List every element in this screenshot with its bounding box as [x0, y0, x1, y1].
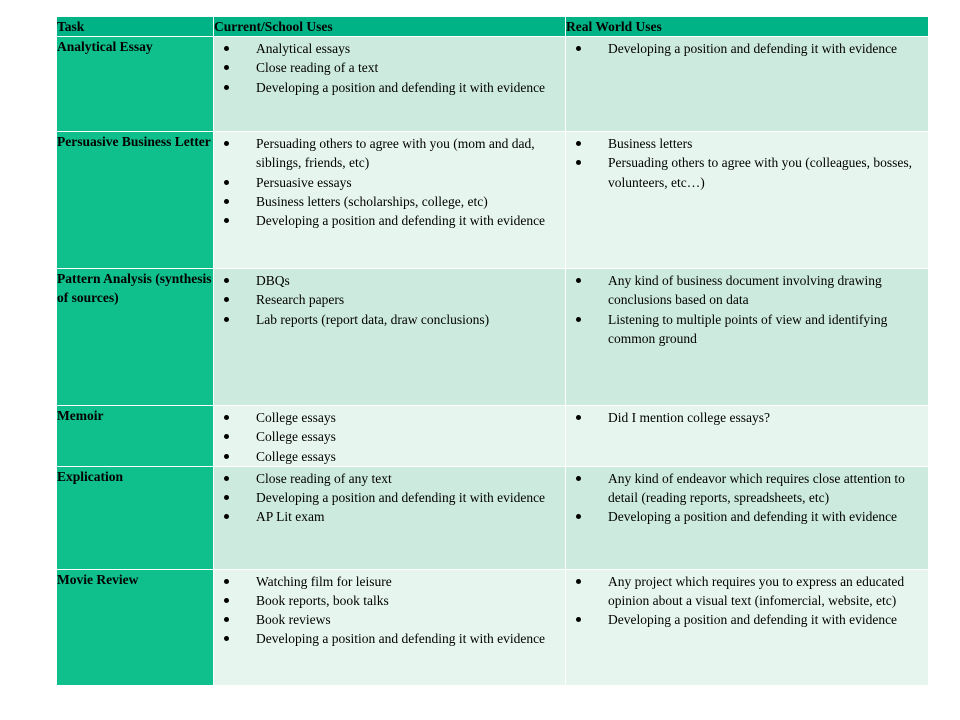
list-item: Business letters (scholarships, college, etc): [220, 192, 559, 211]
bullet-icon: [576, 141, 581, 146]
task-cell: Analytical Essay: [57, 37, 214, 132]
bullet-icon: [224, 495, 229, 500]
bullet-icon: [576, 617, 581, 622]
real-world-uses-cell: [566, 406, 929, 467]
list-item: Book reports, book talks: [220, 591, 559, 610]
bullet-icon: [576, 46, 581, 51]
list-item: Persuasive essays: [220, 173, 559, 192]
table-row: [57, 37, 929, 132]
real-world-uses-cell: [566, 466, 929, 569]
bullet-icon: [224, 278, 229, 283]
real-world-uses-cell: [566, 37, 929, 132]
list-item: College essays: [220, 427, 559, 446]
list-item: Developing a position and defending it with evidence: [220, 78, 559, 97]
list-item: Developing a position and defending it with evidence: [220, 629, 559, 648]
bullet-icon: [224, 514, 229, 519]
bullet-icon: [224, 65, 229, 70]
list-item: Any kind of business document involving drawing conclusions based on data: [572, 271, 922, 309]
bullet-icon: [224, 141, 229, 146]
list-item: Developing a position and defending it with evidence: [572, 610, 922, 629]
bullet-icon: [224, 476, 229, 481]
bullet-icon: [576, 514, 581, 519]
table-row: [57, 269, 929, 406]
list-item: Listening to multiple points of view and identifying common ground: [572, 310, 922, 348]
list-item: Any kind of endeavor which requires close attention to detail (reading reports, spreadsheets, etc): [572, 469, 922, 507]
bullet-icon: [224, 85, 229, 90]
list-item: Persuading others to agree with you (colleagues, bosses, volunteers, etc…): [572, 153, 922, 191]
bullet-icon: [576, 160, 581, 165]
list-item: Research papers: [220, 290, 559, 309]
bullet-icon: [224, 636, 229, 641]
current-uses-cell: [214, 466, 566, 569]
task-cell: Persuasive Business Letter: [57, 132, 214, 269]
list-item: College essays: [220, 447, 559, 466]
current-uses-cell: [214, 269, 566, 406]
header-current-uses: Current/School Uses: [214, 17, 566, 37]
bullet-icon: [224, 218, 229, 223]
table-row: [57, 466, 929, 569]
real-world-uses-cell: [566, 269, 929, 406]
bullet-icon: [224, 454, 229, 459]
table-row: [57, 569, 929, 685]
list-item: College essays: [220, 408, 559, 427]
list-item: Close reading of a text: [220, 58, 559, 77]
bullet-icon: [224, 180, 229, 185]
list-item: Analytical essays: [220, 39, 559, 58]
current-uses-cell: [214, 132, 566, 269]
bullet-icon: [576, 317, 581, 322]
bullet-icon: [224, 46, 229, 51]
list-item: Watching film for leisure: [220, 572, 559, 591]
list-item: Persuading others to agree with you (mom and dad, siblings, friends, etc): [220, 134, 559, 172]
current-uses-cell: [214, 37, 566, 132]
bullet-icon: [224, 199, 229, 204]
list-item: Did I mention college essays?: [572, 408, 922, 427]
bullet-icon: [224, 434, 229, 439]
header-real-world-uses: Real World Uses: [566, 17, 929, 37]
bullet-icon: [224, 579, 229, 584]
list-item: Developing a position and defending it with evidence: [572, 39, 922, 58]
real-world-uses-cell: [566, 569, 929, 685]
list-item: Developing a position and defending it with evidence: [220, 211, 559, 230]
current-uses-cell: [214, 406, 566, 467]
bullet-icon: [576, 579, 581, 584]
list-item: Developing a position and defending it with evidence: [572, 507, 922, 526]
task-cell: Pattern Analysis (synthesis of sources): [57, 269, 214, 406]
current-uses-cell: [214, 569, 566, 685]
bullet-icon: [224, 317, 229, 322]
bullet-icon: [576, 415, 581, 420]
task-cell: Explication: [57, 466, 214, 569]
list-item: Close reading of any text: [220, 469, 559, 488]
bullet-icon: [224, 598, 229, 603]
list-item: Any project which requires you to express an educated opinion about a visual text (infomercial, website, etc): [572, 572, 922, 610]
task-cell: Memoir: [57, 406, 214, 467]
bullet-icon: [224, 617, 229, 622]
list-item: Developing a position and defending it with evidence: [220, 488, 559, 507]
task-cell: Movie Review: [57, 569, 214, 685]
header-task: Task: [57, 17, 214, 37]
list-item: AP Lit exam: [220, 507, 559, 526]
list-item: Business letters: [572, 134, 922, 153]
bullet-icon: [576, 476, 581, 481]
uses-table: [56, 16, 929, 686]
header-row: [57, 17, 929, 37]
bullet-icon: [224, 415, 229, 420]
list-item: Lab reports (report data, draw conclusions): [220, 310, 559, 329]
list-item: Book reviews: [220, 610, 559, 629]
bullet-icon: [224, 297, 229, 302]
real-world-uses-cell: [566, 132, 929, 269]
table-row: [57, 132, 929, 269]
table-row: [57, 406, 929, 467]
bullet-icon: [576, 278, 581, 283]
list-item: DBQs: [220, 271, 559, 290]
